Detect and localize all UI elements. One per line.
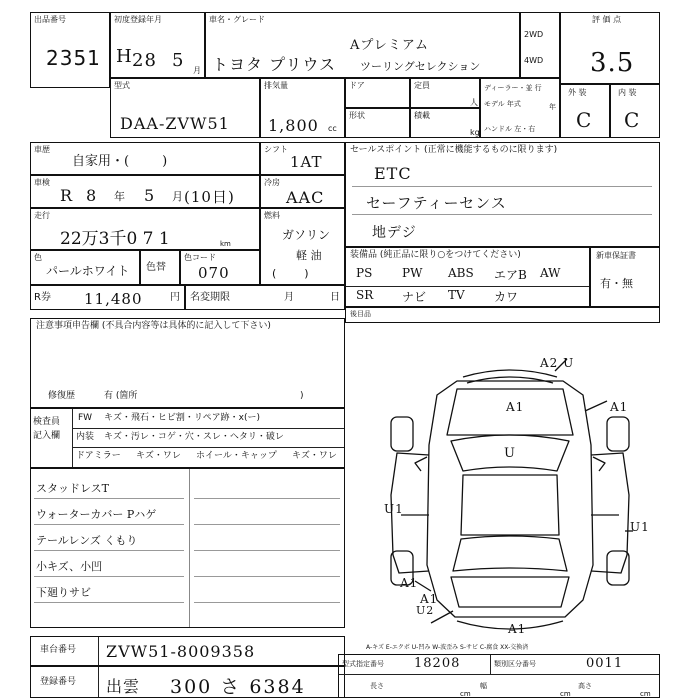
diagram-mark-rear-left-b: A1 — [420, 592, 439, 606]
remarks-line-right — [194, 576, 340, 577]
inspector-label-2: 記入欄 — [33, 431, 61, 441]
remark-item: テールレンズ くもり — [36, 534, 138, 547]
chassis-sep — [98, 637, 99, 665]
diagram-mark-rear-left-u: U2 — [416, 604, 435, 617]
diagram-mark-rear: A1 — [508, 622, 527, 636]
grade-line1: Aプレミアム — [350, 38, 429, 53]
model-year-unit: 年 — [549, 103, 556, 111]
registration-sep — [98, 667, 99, 697]
car-grade-label: 車名・グレード — [209, 15, 265, 24]
remark-item: スタッドレスT — [36, 482, 110, 495]
usage-value: 自家用・( ) — [72, 154, 168, 169]
selling-point-2: セーフティーセンス — [366, 194, 507, 212]
dealer-label: ディーラー・並 行 — [484, 84, 542, 92]
type-cert-sep-v — [490, 655, 491, 674]
drive-box — [520, 12, 560, 78]
later-box — [345, 307, 660, 323]
repair-label: 修復歴 — [48, 391, 76, 401]
color-label: 色 — [34, 253, 42, 262]
diagram-mark-right-side: U1 — [630, 520, 650, 534]
capacity-label: 定員 — [414, 81, 430, 90]
inspector-row1-head: FW — [78, 413, 93, 423]
length-cm: cm — [460, 690, 471, 698]
fuel-light: 軽 油 — [296, 249, 322, 262]
equipment-label: 装備品 (純正品に限り○をつけてください) — [350, 250, 521, 260]
fuel-other: ( ) — [272, 267, 309, 280]
equipment-item: AW — [540, 266, 561, 280]
recycle-value: 11,480 — [84, 290, 143, 308]
inspector-sep-v — [72, 409, 73, 467]
mileage-value: 22万3千0 7 1 — [60, 229, 170, 249]
displacement-cc: cc — [328, 124, 337, 133]
ac-label: 冷房 — [264, 178, 280, 187]
shape-label: 形状 — [349, 111, 365, 120]
remarks-line — [34, 550, 184, 551]
length-label: 長さ — [370, 682, 384, 690]
damage-legend: A-キズ E-エクボ U-凹み W-波歪み S-サビ C-腐食 XX-交換済 — [366, 644, 529, 651]
inspector-row2: キズ・汚レ・コゲ・穴・スレ・ヘタリ・破レ — [104, 432, 284, 442]
remarks-line-right — [194, 498, 340, 499]
drive-2wd: 2WD — [524, 30, 544, 39]
inspection-year: 8 — [86, 186, 98, 205]
type-cert-label: 型式指定番号 — [342, 660, 384, 668]
selling-points-label: セールスポイント (正常に機能するものに限ります) — [350, 145, 558, 155]
equipment-item: ナビ — [402, 290, 427, 304]
inspector-row3-a: キズ・ワレ — [136, 451, 181, 461]
remarks-line-right — [194, 524, 340, 525]
type-cert-sep-h — [339, 674, 659, 675]
equipment-item: PS — [356, 266, 373, 280]
lot-number: 2351 — [46, 46, 101, 70]
interior-grade: C — [624, 108, 641, 132]
door-label: ドア — [349, 81, 365, 90]
inspection-month: 5 — [144, 186, 156, 205]
interior-label: 内 装 — [618, 88, 637, 97]
inspector-label-1: 検査員 — [33, 417, 61, 427]
inspector-sep-1 — [72, 428, 344, 429]
chassis-label: 車台番号 — [40, 645, 77, 655]
height-cm: cm — [640, 690, 651, 698]
remarks-line — [34, 602, 184, 603]
model-label: 型式 — [114, 81, 130, 90]
usage-label: 車歴 — [34, 145, 50, 154]
selling-point-1: ETC — [374, 164, 412, 183]
notes-box — [30, 318, 345, 408]
selling-line-1 — [352, 186, 652, 187]
notes-label: 注意事項申告欄 (不具合内容等は具体的に記入して下さい) — [36, 321, 271, 331]
shift-value: 1AT — [290, 153, 323, 171]
inspector-row1: キズ・飛石・ヒビ割・リペア跡・x(ー) — [104, 413, 260, 423]
warranty-value: 有・無 — [600, 277, 633, 290]
diagram-mark-hood: A1 — [506, 400, 525, 414]
registration-number: 300 さ 6384 — [170, 676, 306, 698]
diagram-mark-roof: U — [504, 446, 516, 461]
selling-line-2 — [352, 214, 652, 215]
color-code-label: 色コード — [184, 253, 216, 262]
name-change-label: 名変期限 — [190, 292, 230, 303]
remarks-divider — [189, 469, 190, 627]
first-reg-month-unit: 月 — [193, 66, 201, 75]
registration-place: 出雲 — [106, 677, 141, 696]
inspection-r: R — [60, 186, 74, 205]
color-code-value: 070 — [198, 264, 230, 282]
warranty-label: 新車保証書 — [596, 251, 636, 260]
inspection-label: 車検 — [34, 178, 50, 187]
day-label: 日 — [330, 292, 340, 303]
diagram-mark-rear-left-a: A1 — [400, 576, 419, 590]
inspection-year-unit: 年 — [114, 190, 125, 203]
inspector-sep-2 — [72, 447, 344, 448]
chassis-value: ZVW51-8009358 — [106, 642, 256, 661]
fuel-label: 燃料 — [264, 211, 280, 220]
lot-number-label: 出品番号 — [34, 15, 66, 24]
displacement-value: 1,800 — [268, 116, 319, 135]
width-label: 幅 — [480, 682, 487, 690]
model-year-label: モデル 年式 — [484, 100, 521, 108]
score-value: 3.5 — [590, 48, 635, 78]
month-label: 月 — [284, 292, 294, 303]
first-reg-label: 初度登録年月 — [114, 15, 162, 24]
first-reg-month: 5 — [172, 50, 185, 71]
fuel-value: ガソリン — [282, 228, 331, 242]
handle-label: ハンドル 左・右 — [484, 125, 536, 133]
inspection-day: (10日) — [184, 188, 235, 206]
equipment-item: TV — [448, 288, 465, 302]
car-name: トヨタ プリウス — [212, 55, 336, 74]
first-reg-year: 28 — [132, 50, 157, 71]
recycle-label: R券 — [34, 292, 51, 303]
category-value: 0011 — [586, 656, 624, 671]
repair-close: ) — [300, 391, 304, 401]
color-value: パールホワイト — [46, 264, 130, 278]
equipment-item: SR — [356, 288, 374, 302]
grade-line2: ツーリングセレクション — [360, 60, 481, 73]
score-label: 評 価 点 — [592, 15, 622, 24]
width-cm: cm — [560, 690, 571, 698]
model-value: DAA-ZVW51 — [120, 114, 230, 133]
ac-value: AAC — [286, 188, 325, 207]
inspector-row2-head: 内装 — [76, 432, 95, 442]
inspector-row3-head: ドアミラー — [76, 451, 121, 461]
equipment-item: カワ — [494, 290, 519, 304]
later-label: 後目品 — [350, 310, 371, 318]
diagram-mark-front-top: A2 U — [540, 356, 575, 370]
exterior-grade: C — [576, 108, 593, 132]
remarks-line-right — [194, 550, 340, 551]
diagram-mark-left-side: U1 — [384, 502, 404, 516]
remarks-line-right — [194, 602, 340, 603]
inspection-month-unit: 月 — [172, 190, 183, 203]
type-cert-value: 18208 — [414, 656, 461, 671]
car-diagram — [345, 325, 655, 665]
repair-value: 有 (箇所 — [104, 391, 138, 401]
load-unit: kg — [470, 128, 480, 137]
capacity-unit: 人 — [470, 98, 478, 107]
color-change-label: 色替 — [146, 262, 166, 273]
displacement-label: 排気量 — [264, 81, 288, 90]
selling-point-3: 地デジ — [372, 225, 417, 241]
recycle-unit: 円 — [170, 292, 180, 303]
registration-label: 登録番号 — [40, 677, 77, 687]
remarks-line — [34, 498, 184, 499]
height-label: 高さ — [578, 682, 592, 690]
equipment-item: エアB — [494, 268, 527, 282]
equipment-item: ABS — [448, 266, 474, 280]
inspector-row3-b: ホイール・キャップ — [196, 451, 277, 461]
drive-4wd: 4WD — [524, 56, 544, 65]
mileage-unit: km — [220, 240, 231, 248]
first-reg-h: H — [116, 46, 133, 67]
equipment-row-sep — [346, 286, 589, 287]
remark-item: ウォーターカバー Pハゲ — [36, 508, 157, 521]
shift-label: シフト — [264, 145, 288, 154]
diagram-mark-front-right: A1 — [610, 400, 629, 414]
mileage-label: 走行 — [34, 211, 50, 220]
equipment-item: PW — [402, 266, 423, 280]
remarks-line — [34, 524, 184, 525]
inspector-row3-c: キズ・ワレ — [292, 451, 337, 461]
load-label: 積載 — [414, 111, 430, 120]
exterior-label: 外 装 — [568, 88, 587, 97]
remark-item: 小キズ、小凹 — [36, 560, 103, 573]
category-label: 類別区分番号 — [494, 660, 536, 668]
remarks-line — [34, 576, 184, 577]
remark-item: 下廻りサビ — [36, 586, 91, 599]
